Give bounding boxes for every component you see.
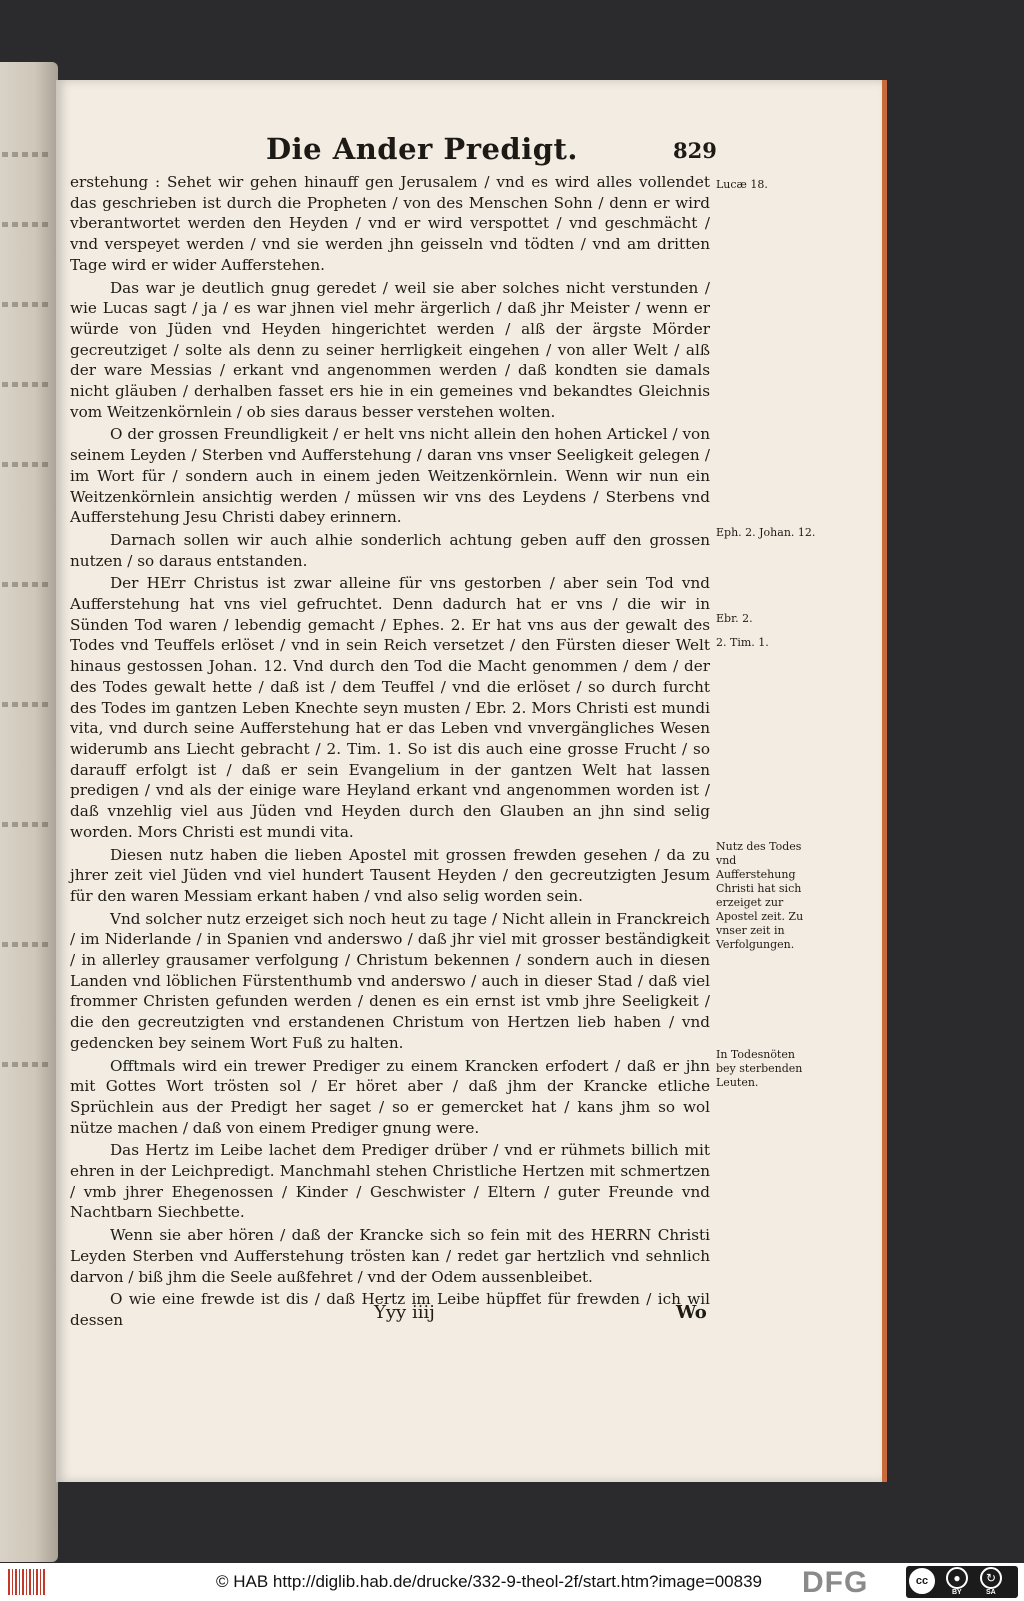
page-foot: [56, 1302, 882, 1326]
margin-note: In Todesnöten bey sterbenden Leuten.: [716, 1048, 803, 1089]
license-sa-label: SA: [986, 1589, 996, 1596]
facing-page-text-trace: [2, 222, 52, 227]
facing-page-text-trace: [2, 1062, 52, 1067]
source-link[interactable]: © HAB http://diglib.hab.de/drucke/332-9-theol-2f/start.htm?image=00839: [216, 1572, 762, 1591]
facing-page-text-trace: [2, 382, 52, 387]
page-number: 829: [673, 138, 717, 163]
catchword: Wo: [676, 1302, 707, 1323]
facing-page-text-trace: [2, 302, 52, 307]
margin-note: Lucæ 18.: [716, 178, 768, 191]
paragraph: Darnach sollen wir auch alhie sonderlich achtung geben auff den grossen nutzen / so daraus entstanden.: [70, 530, 710, 570]
facing-page-text-trace: [2, 822, 52, 827]
facing-page-text-trace: [2, 942, 52, 947]
facing-page-edge: [0, 62, 58, 1562]
barcode-icon: [8, 1569, 46, 1595]
paragraph: O wie eine frewde ist dis / daß Hertz im Leibe hüpffet für frewden / ich wil dessen: [70, 1290, 710, 1329]
margin-note: Ebr. 2.: [716, 612, 753, 625]
facing-page-text-trace: [2, 152, 52, 157]
margin-note: 2. Tim. 1.: [716, 636, 769, 649]
paragraph: Das war je deutlich gnug geredet / weil sie aber solches nicht verstunden / wie Lucas sagt / ja / es war jhnen viel mehr ärgerlich / daß jhr Meister / wenn er würde von Jüden vnd Heyden hingerichtet werden / alß der ärgste Mörder gecreutziget / solte als denn zu seiner herrligkeit eingehen / von aller Welt / alß der ware Messias / erkant vnd angenommen werden / daß kondten sie damals nicht gläuben / derhalben fasset ers hie in ein gemeines vnd bekandtes Gleichnis vom Weitzenkörnlein / ob sies daraus besser verstehen wolten.: [70, 278, 710, 421]
paragraph: O der grossen Freundligkeit / er helt vns nicht allein den hohen Artickel / von seinem Leyden / Sterben vnd Aufferstehung / daran vns vnser Seeligkeit gelegen / im Wort für / sondern auch in einem jeden Weitzenkörnlein. Wenn wir nun ein Weitzenkörnlein ansichtig werden / müssen wir vns des Leydens / Sterbens vnd Aufferstehung Jesu Christi dabey erinnern.: [70, 425, 710, 527]
paragraph: Offtmals wird ein trewer Prediger zu einem Krancken erfodert / daß er jhn mit Gottes Wort trösten sol / Er höret aber / daß jhm der Krancke etliche Sprüchlein aus der Predigt her saget / so er gemercket hat / kans jhm so wol nütze machen / daß von einem Prediger gnung were.: [70, 1056, 710, 1137]
cc-icon: cc: [909, 1568, 935, 1594]
viewer-footer: [0, 1563, 1024, 1601]
sermon-text: [70, 172, 710, 1333]
paragraph: Wenn sie aber hören / daß der Krancke sich so fein mit des HERRN Christi Leyden Sterben vnd Aufferstehung trösten kan / redet gar hertzlich vnd sehnlich darvon / biß jhm die Seele außfehret / vnd der Odem aussenbleibet.: [70, 1226, 710, 1286]
margin-note: Nutz des Todes vnd Aufferstehung Christi hat sich erzeiget zur Apostel zeit. Zu vnser zeit in Verfolgungen.: [716, 840, 804, 951]
share-alike-icon: ↻: [980, 1567, 1002, 1589]
paragraph: Diesen nutz haben die lieben Apostel mit grossen frewden gesehen / da zu jhrer zeit viel Jüden vnd viel hundert Tausent Heyden / den gecreutzigten Jesum für den waren Messiam erkant haben / vnd also selig worden sein.: [70, 845, 710, 905]
book-page: [56, 80, 887, 1482]
margin-note: Eph. 2. Johan. 12.: [716, 526, 816, 539]
paragraph: erstehung : Sehet wir gehen hinauff gen Jerusalem / vnd es wird alles vollendet das geschrieben ist durch die Propheten / von des Menschen Sohn / denn er wird vberantwortet werden den Heyden / vnd er wird verspottet / vnd geschmächt / vnd verspeyet werden / vnd sie werden jhn geisseln vnd tödten / vnd am dritten Tage wird er wider Aufferstehen.: [70, 173, 710, 274]
dfg-logo: DFG: [802, 1566, 869, 1599]
person-icon: ●: [946, 1567, 968, 1589]
facing-page-text-trace: [2, 582, 52, 587]
paragraph: Vnd solcher nutz erzeiget sich noch heut zu tage / Nicht allein in Franckreich / im Niderlande / in Spanien vnd anderswo / daß jhr viel mit grosser beständigkeit / in allerley grausamer verfolgung / Christum bekennen / sondern auch in diesen Landen vnd löblichen Fürstenthumb vnd anderswo / auch in dieser Stad / daß viel frommer Christen gefunden werden / denen es ein ernst ist vmb jhre Seeligkeit / die den gecreutzigten vnd erstandenen Christum von Hertzen lieb haben / vnd gedencken bey seinem Wort Fuß zu halten.: [70, 909, 710, 1052]
cc-license-badge[interactable]: [906, 1566, 1018, 1598]
page-header: [56, 132, 882, 172]
running-title: Die Ander Predigt.: [266, 132, 578, 166]
facing-page-text-trace: [2, 462, 52, 467]
paragraph: Das Hertz im Leibe lachet dem Prediger drüber / vnd er rühmets billich mit ehren in der Leichpredigt. Manchmahl stehen Christliche Hertzen mit schmertzen / vmb jhrer Ehegenossen / Kinder / Geschwister / Eltern / guter Freunde vnd Nachtbarn Siechbette.: [70, 1141, 710, 1222]
signature-mark: Yyy iiij: [374, 1302, 435, 1323]
license-by-label: BY: [952, 1589, 962, 1596]
facing-page-text-trace: [2, 702, 52, 707]
paragraph: Der HErr Christus ist zwar alleine für vns gestorben / aber sein Tod vnd Aufferstehung hat vns viel gefruchtet. Denn dadurch hat er vns / die wir in Sünden Tod waren / lebendig gemacht / Ephes. 2. Er hat vns aus der gewalt des Todes vnd Teuffels erlöset / vnd in sein Reich versetzet / den Fürsten dieser Welt hinaus gestossen Johan. 12. Vnd durch den Tod die Macht genommen / dem / der des Todes gewalt hette / daß ist / dem Teuffel / vnd die erlöset / so durch furcht des Todes im gantzen Leben Knechte seyn musten / Ebr. 2. Mors Christi est mundi vita, vnd durch seine Aufferstehung hat er das Leben vnd vnvergängliches Wesen widerumb ans Liecht gebracht / 2. Tim. 1. So ist dis auch eine grosse Frucht / so darauff erfolgt ist / daß er sein Evangelium in der gantzen Welt hat lassen predigen / vnd als der einige ware Heyland erkant vnd angenommen worden ist / daß vnzehlig viel aus Jüden vnd Heyden durch den Glauben an jhn sind selig worden. Mors Christi est mundi vita.: [70, 574, 710, 841]
